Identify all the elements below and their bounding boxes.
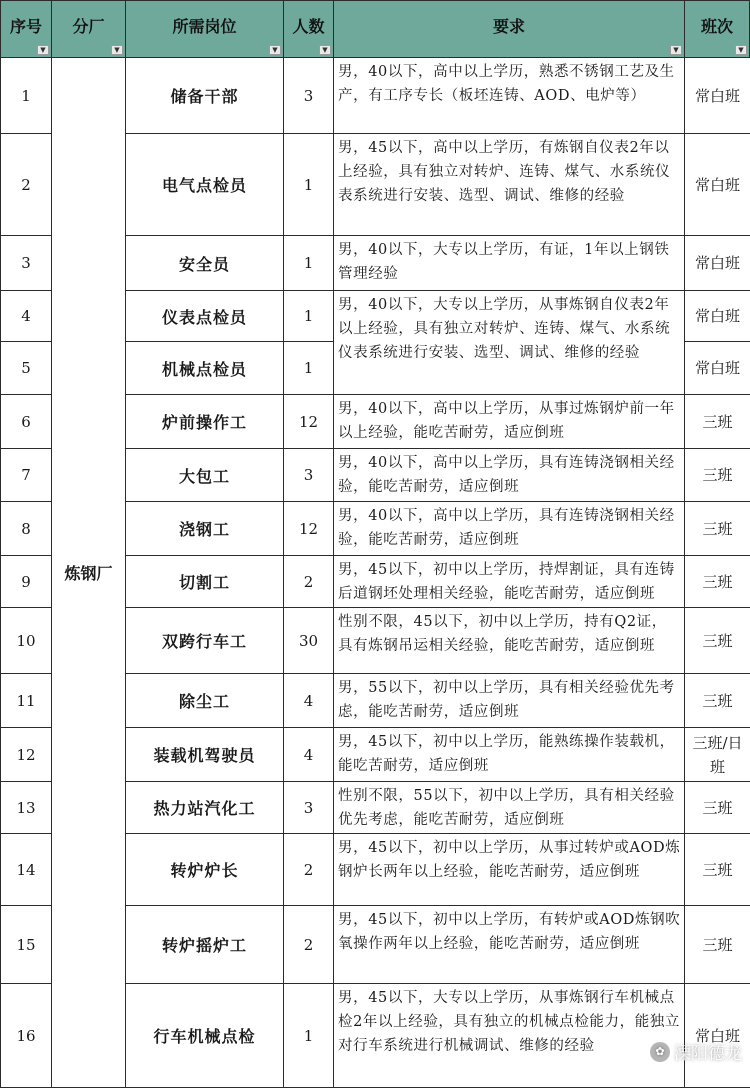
position-name: 切割工: [178, 573, 230, 592]
count-cell: [284, 502, 334, 556]
position-name: 机械点检员: [161, 359, 247, 379]
shift-cell: [685, 342, 750, 395]
row-number-value: 9: [21, 572, 31, 591]
shift-cell: [685, 502, 750, 556]
shift-cell: [685, 449, 750, 502]
headcount-value: 2: [303, 860, 314, 879]
position-name: 电气点检员: [161, 176, 247, 195]
header-requirement-label: 要求: [492, 16, 525, 36]
count-cell: [284, 984, 334, 1088]
header-plant-label: 分厂: [72, 16, 105, 36]
requirement-cell: [334, 984, 685, 1088]
requirement-text: 男，40以下，高中以上学历，熟悉不锈钢工艺及生产，有工序专长（板坯连铸、AOD、电炉等）: [338, 64, 675, 104]
shift-value: 三班: [702, 935, 733, 954]
shift-cell: [685, 728, 750, 782]
shift-value: 常白班: [694, 1026, 740, 1045]
requirement-cell: [334, 906, 685, 984]
row-number-value: 13: [16, 798, 36, 817]
header-no: [0, 0, 52, 58]
position-name: 装载机驾驶员: [153, 746, 256, 765]
row-number-value: 4: [21, 307, 31, 325]
filter-dropdown-icon[interactable]: ▼: [37, 45, 49, 55]
requirement-cell: [334, 291, 685, 395]
shift-value: 常白班: [694, 175, 740, 194]
requirement-text: 男，45以下，高中以上学历，有炼钢自仪表2年以上经验，具有独立对转炉、连铸、煤气、水系统仪表系统进行安装、选型、调试、维修的经验: [338, 140, 671, 204]
requirement-text: 男，40以下，高中以上学历，具有连铸浇钢相关经验，能吃苦耐劳，适应倒班: [338, 455, 675, 495]
position-cell: [126, 608, 284, 674]
requirement-text: 男，40以下，高中以上学历，具有连铸浇钢相关经验，能吃苦耐劳，适应倒班: [338, 508, 675, 548]
position-name: 炉前操作工: [161, 413, 247, 432]
requirement-cell: [334, 58, 685, 134]
count-cell: [284, 236, 334, 291]
row-number-value: 6: [21, 412, 31, 431]
position-cell: [126, 291, 284, 342]
shift-value: 常白班: [694, 86, 740, 105]
headcount-value: 2: [303, 572, 314, 591]
row-number: [0, 674, 52, 728]
requirement-cell: [334, 782, 685, 834]
shift-cell: [685, 906, 750, 984]
requirement-cell: [334, 728, 685, 782]
header-shift: [685, 0, 750, 58]
shift-value: 三班/日班: [692, 733, 743, 776]
headcount-value: 1: [303, 175, 314, 194]
row-number-value: 5: [21, 359, 31, 377]
shift-cell: [685, 556, 750, 608]
row-number: [0, 728, 52, 782]
position-cell: [126, 834, 284, 906]
wechat-icon: ✿: [650, 1042, 670, 1062]
shift-cell: [685, 58, 750, 134]
position-cell: [126, 342, 284, 395]
count-cell: [284, 58, 334, 134]
shift-value: 三班: [702, 572, 733, 591]
requirement-cell: [334, 834, 685, 906]
shift-value: 三班: [702, 860, 733, 879]
headcount-value: 30: [298, 631, 319, 650]
headcount-value: 3: [303, 86, 314, 105]
requirement-text: 性别不限，55以下，初中以上学历，具有相关经验优先考虑，能吃苦耐劳，适应倒班: [338, 788, 675, 828]
position-cell: [126, 58, 284, 134]
requirement-cell: [334, 449, 685, 502]
shift-value: 三班: [702, 631, 733, 650]
row-number: [0, 342, 52, 395]
header-shift-label: 班次: [700, 16, 733, 36]
row-number-value: 2: [21, 175, 31, 194]
row-number: [0, 556, 52, 608]
position-name: 双跨行车工: [161, 632, 247, 651]
position-name: 浇钢工: [178, 520, 230, 539]
position-cell: [126, 395, 284, 449]
position-cell: [126, 556, 284, 608]
requirement-cell: [334, 502, 685, 556]
count-cell: [284, 291, 334, 342]
row-number-value: 14: [16, 860, 36, 879]
shift-cell: [685, 984, 750, 1088]
count-cell: [284, 449, 334, 502]
requirement-cell: [334, 608, 685, 674]
shift-cell: [685, 291, 750, 342]
position-name: 热力站汽化工: [153, 799, 256, 818]
shift-value: 三班: [702, 691, 733, 710]
requirement-text: 男，45以下，大专以上学历，从事炼钢行车机械点检2年以上经验，具有独立的机械点检能力，能独立对行车系统进行机械调试、维修的经验: [338, 990, 681, 1054]
row-number-value: 1: [21, 86, 31, 105]
position-cell: [126, 449, 284, 502]
plant-label: 炼钢厂: [64, 564, 113, 583]
requirement-text: 性别不限，45以下，初中以上学历，持有Q2证，具有炼钢吊运相关经验，能吃苦耐劳，适应倒班: [338, 614, 667, 654]
shift-value: 三班: [702, 519, 733, 538]
header-no-label: 序号: [9, 16, 42, 36]
position-name: 储备干部: [170, 87, 239, 106]
row-number: [0, 984, 52, 1088]
count-cell: [284, 395, 334, 449]
row-number: [0, 906, 52, 984]
position-cell: [126, 728, 284, 782]
row-number-value: 7: [21, 466, 31, 484]
row-number-value: 8: [21, 519, 31, 538]
row-number: [0, 236, 52, 291]
shift-value: 常白班: [694, 254, 740, 272]
requirement-text: 男，45以下，初中以上学历，能熟练操作装载机，能吃苦耐劳，适应倒班: [338, 734, 675, 774]
row-number: [0, 291, 52, 342]
shift-cell: [685, 236, 750, 291]
header-requirement: [334, 0, 685, 58]
count-cell: [284, 728, 334, 782]
header-position: [126, 0, 284, 58]
headcount-value: 12: [298, 519, 319, 538]
requirement-text: 男，55以下，初中以上学历，具有相关经验优先考虑，能吃苦耐劳，适应倒班: [338, 680, 675, 720]
requirement-text: 男，45以下，初中以上学历，有转炉或AOD炼钢吹氧操作两年以上经验，能吃苦耐劳，适应倒班: [338, 912, 681, 952]
row-number: [0, 502, 52, 556]
shift-cell: [685, 834, 750, 906]
headcount-value: 3: [303, 466, 314, 484]
headcount-value: 4: [303, 745, 314, 764]
shift-cell: [685, 782, 750, 834]
shift-value: 三班: [702, 412, 733, 431]
position-cell: [126, 236, 284, 291]
position-name: 仪表点检员: [161, 307, 247, 327]
position-name: 大包工: [178, 466, 230, 486]
headcount-value: 1: [303, 307, 314, 325]
headcount-value: 2: [303, 935, 314, 954]
requirement-text: 男，45以下，初中以上学历，持焊割证，具有连铸后道钢坯处理相关经验，能吃苦耐劳，适应倒班: [338, 562, 675, 602]
filter-dropdown-icon[interactable]: ▼: [735, 45, 747, 55]
headcount-value: 12: [298, 412, 319, 431]
requirement-cell: [334, 395, 685, 449]
shift-value: 常白班: [694, 307, 740, 325]
shift-value: 三班: [702, 798, 733, 817]
position-cell: [126, 134, 284, 236]
filter-dropdown-icon[interactable]: ▼: [111, 45, 123, 55]
row-number-value: 16: [16, 1026, 36, 1045]
requirement-cell: [334, 236, 685, 291]
row-number-value: 10: [16, 631, 36, 650]
requirement-cell: [334, 134, 685, 236]
watermark-text: 溧阳德龙: [674, 1044, 742, 1064]
row-number: [0, 608, 52, 674]
count-cell: [284, 834, 334, 906]
requirement-text: 男，40以下，大专以上学历，有证，1年以上钢铁管理经验: [338, 242, 670, 282]
headcount-value: 1: [303, 254, 314, 272]
position-name: 安全员: [178, 254, 230, 274]
headcount-value: 3: [303, 798, 314, 817]
row-number-value: 3: [21, 254, 31, 272]
row-number-value: 15: [16, 935, 36, 954]
count-cell: [284, 556, 334, 608]
requirement-cell: [334, 674, 685, 728]
shift-value: 常白班: [694, 359, 740, 377]
row-number: [0, 58, 52, 134]
requirement-text: 男，40以下，高中以上学历，从事过炼钢炉前一年以上经验，能吃苦耐劳，适应倒班: [338, 401, 675, 441]
row-number-value: 12: [16, 745, 36, 764]
shift-cell: [685, 134, 750, 236]
shift-value: 三班: [702, 466, 733, 484]
filter-dropdown-icon[interactable]: ▼: [670, 45, 682, 55]
position-name: 行车机械点检: [153, 1027, 256, 1046]
row-number: [0, 395, 52, 449]
position-name: 除尘工: [178, 692, 230, 711]
position-cell: [126, 782, 284, 834]
position-name: 转炉摇炉工: [161, 936, 247, 955]
requirement-text: 男，45以下，初中以上学历，从事过转炉或AOD炼钢炉长两年以上经验，能吃苦耐劳，适应倒班: [338, 840, 681, 880]
position-cell: [126, 674, 284, 728]
shift-cell: [685, 395, 750, 449]
plant-cell: [52, 58, 126, 1088]
count-cell: [284, 134, 334, 236]
row-number: [0, 134, 52, 236]
count-cell: [284, 608, 334, 674]
filter-dropdown-icon[interactable]: ▼: [269, 45, 281, 55]
shift-cell: [685, 608, 750, 674]
header-count-label: 人数: [292, 16, 325, 36]
position-name: 转炉炉长: [170, 861, 239, 880]
requirement-cell: [334, 556, 685, 608]
shift-cell: [685, 674, 750, 728]
position-cell: [126, 502, 284, 556]
filter-dropdown-icon[interactable]: ▼: [319, 45, 331, 55]
count-cell: [284, 342, 334, 395]
headcount-value: 4: [303, 691, 314, 710]
headcount-value: 1: [303, 1026, 314, 1045]
header-plant: [52, 0, 126, 58]
headcount-value: 1: [303, 359, 314, 377]
header-count: [284, 0, 334, 58]
count-cell: [284, 674, 334, 728]
requirement-text: 男，40以下，大专以上学历，从事炼钢自仪表2年以上经验，具有独立对转炉、连铸、煤气、水系统仪表系统进行安装、选型、调试、维修的经验: [338, 297, 671, 361]
count-cell: [284, 906, 334, 984]
header-position-label: 所需岗位: [172, 16, 237, 36]
count-cell: [284, 782, 334, 834]
row-number-value: 11: [16, 691, 36, 710]
position-cell: [126, 906, 284, 984]
row-number: [0, 782, 52, 834]
row-number: [0, 449, 52, 502]
row-number: [0, 834, 52, 906]
position-cell: [126, 984, 284, 1088]
